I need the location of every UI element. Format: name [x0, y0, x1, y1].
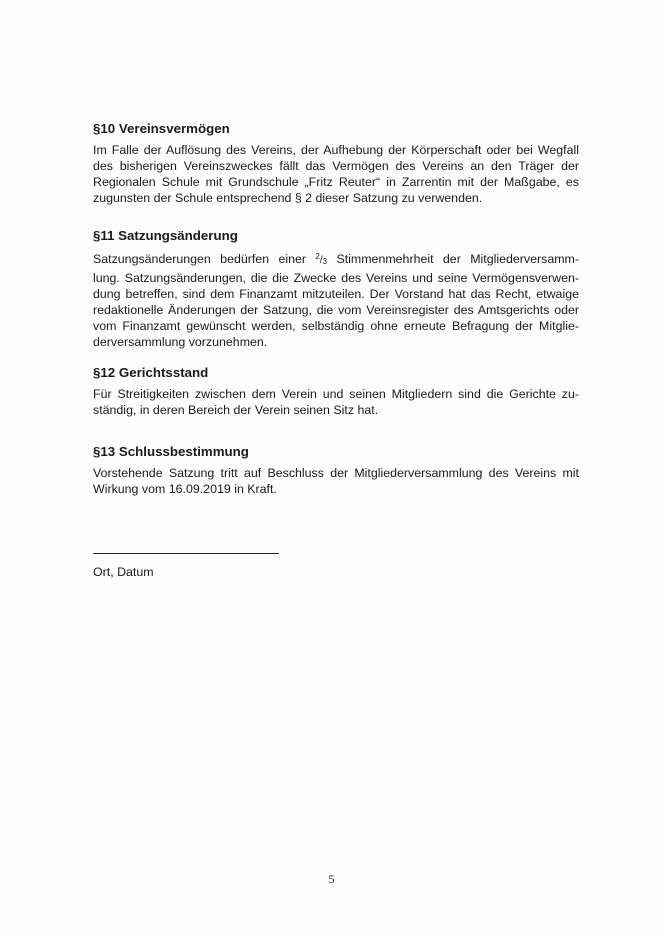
paragraph-line: Regionalen Schule mit Grundschule „Fritz Reuter“ in Zarrentin mit der Maßgabe, es	[93, 175, 579, 189]
section-paragraph	[93, 142, 579, 206]
section-heading: §12 Gerichtsstand	[93, 365, 209, 380]
paragraph-line: zugunsten der Schule entsprechend § 2 dieser Satzung zu verwenden.	[93, 191, 483, 205]
paragraph-line: derversammlung vorzunehmen.	[93, 335, 268, 349]
line-text-before-fraction: Satzungsänderungen bedürfen einer	[93, 252, 307, 266]
paragraph-line: vom Finanzamt gewünscht werden, selbständig ohne erneute Befragung der Mitglie-	[93, 319, 579, 333]
paragraph-line	[93, 249, 579, 270]
paragraph-line: des bisherigen Vereinszweckes fällt das Vermögen des Vereins an den Träger der	[93, 159, 579, 173]
section-13-schlussbestimmung	[93, 444, 579, 497]
signature-label: Ort, Datum	[93, 565, 154, 579]
paragraph-line: Wirkung vom 16.09.2019 in Kraft.	[93, 482, 277, 496]
fraction-numerator: 2	[315, 252, 320, 261]
section-11-satzungsaenderung	[93, 228, 579, 350]
paragraph-line: lung. Satzungsänderungen, die die Zwecke des Vereins und seine Vermögensverwen-	[93, 271, 579, 285]
section-heading: §13 Schlussbestimmung	[93, 444, 249, 459]
signature-line	[93, 553, 279, 554]
section-heading: §11 Satzungsänderung	[93, 228, 238, 243]
section-12-gerichtsstand	[93, 365, 579, 418]
section-paragraph	[93, 249, 579, 350]
paragraph-line: Vorstehende Satzung tritt auf Beschluss der Mitgliederversammlung des Vereins mit	[93, 466, 579, 480]
section-heading: §10 Vereinsvermögen	[93, 121, 230, 136]
paragraph-line: ständig, in deren Bereich der Verein seinen Sitz hat.	[93, 403, 379, 417]
paragraph-line: dung betreffen, sind dem Finanzamt mitzuteilen. Der Vorstand hat das Recht, etwaige	[93, 287, 579, 301]
paragraph-line: Im Falle der Auflösung des Vereins, der Aufhebung der Körperschaft oder bei Wegfall	[93, 143, 579, 157]
section-10-vereinsvermoegen	[93, 121, 579, 206]
page-number: 5	[328, 872, 335, 886]
two-thirds-fraction: $^2/_3$	[315, 252, 328, 266]
paragraph-line: redaktionelle Änderungen der Satzung, die vom Vereinsregister des Amtsgerichts oder	[93, 303, 579, 317]
section-paragraph	[93, 386, 579, 418]
fraction-denominator: 3	[322, 257, 328, 266]
section-paragraph	[93, 465, 579, 497]
paragraph-line: Für Streitigkeiten zwischen dem Verein und seinen Mitgliedern sind die Gerichte zu-	[93, 387, 579, 401]
line-text-after-fraction: Stimmenmehrheit der Mitgliederversamm-	[336, 252, 579, 266]
